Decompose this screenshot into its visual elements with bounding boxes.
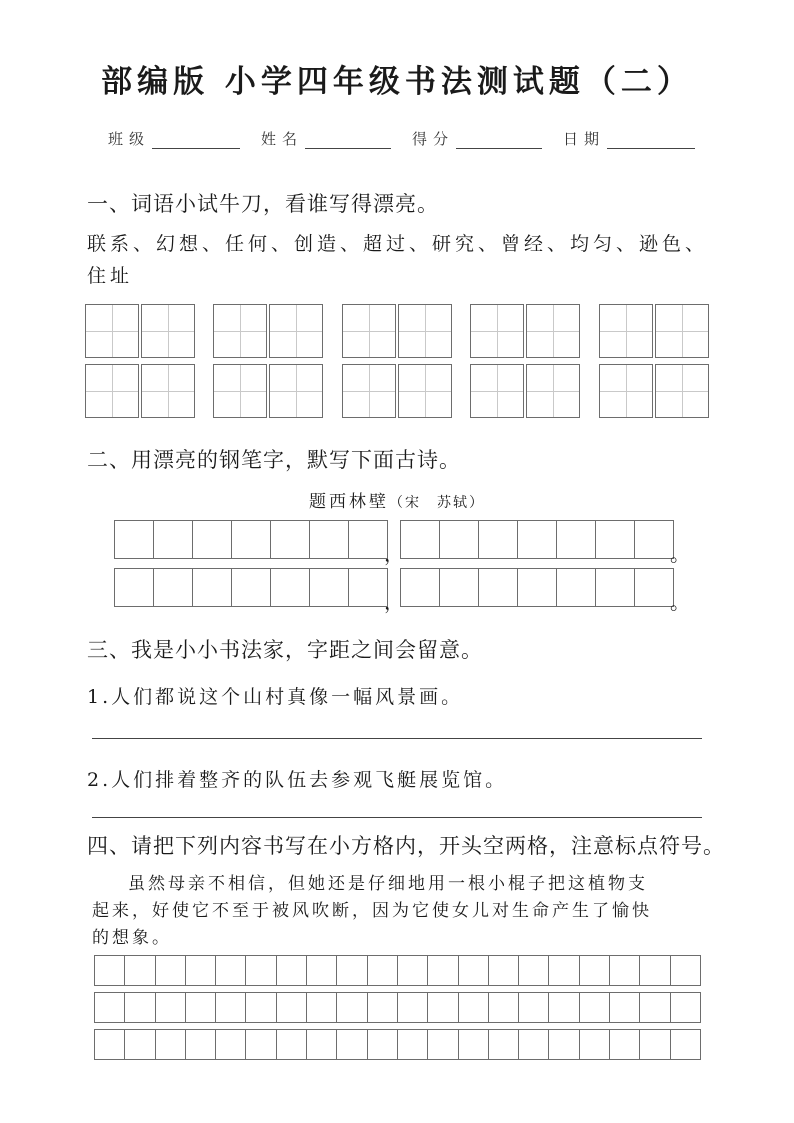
section4-heading: 四、请把下列内容书写在小方格内，开头空两格，注意标点符号。	[87, 834, 725, 858]
score-blank[interactable]	[456, 132, 542, 149]
section2-heading: 二、用漂亮的钢笔字，默写下面古诗。	[87, 448, 461, 472]
poem-title: 题西林壁	[309, 492, 389, 512]
tianzige-cell[interactable]	[342, 364, 396, 418]
class-label: 班级	[108, 130, 151, 148]
words-line-1: 联系、幻想、任何、创造、超过、研究、曾经、均匀、逊色、	[87, 233, 709, 255]
passage	[92, 871, 732, 952]
poem-comma-2: ，	[384, 590, 404, 614]
tianzige-cell[interactable]	[470, 304, 524, 358]
name-label: 姓名	[261, 130, 304, 148]
tianzige-cell[interactable]	[269, 364, 323, 418]
words-line-2: 住址	[87, 265, 134, 287]
tianzige-cell[interactable]	[85, 364, 139, 418]
date-field[interactable]	[563, 128, 695, 149]
poem-line-2b[interactable]	[400, 568, 674, 607]
poem-period-1: 。	[670, 542, 690, 566]
poem-period-2: 。	[670, 590, 690, 614]
tianzige-cell[interactable]	[141, 304, 195, 358]
tianzige-cell[interactable]	[655, 364, 709, 418]
poem-line-1b[interactable]	[400, 520, 674, 559]
tianzige-cell[interactable]	[85, 304, 139, 358]
tianzige-cell[interactable]	[213, 304, 267, 358]
poem-comma-1: ，	[384, 542, 404, 566]
tianzige-cell[interactable]	[342, 304, 396, 358]
tianzige-cell[interactable]	[470, 364, 524, 418]
name-field[interactable]	[261, 128, 391, 149]
date-label: 日期	[563, 130, 606, 148]
date-blank[interactable]	[607, 132, 695, 149]
sentence-2: 2.人们排着整齐的队伍去参观飞艇展览馆。	[87, 769, 508, 791]
square-row-1[interactable]	[94, 955, 701, 986]
score-label: 得分	[412, 130, 455, 148]
page-title: 部编版 小学四年级书法测试题（二）	[101, 64, 693, 100]
tianzige-cell[interactable]	[655, 304, 709, 358]
student-info-row	[0, 128, 794, 152]
score-field[interactable]	[412, 128, 542, 149]
passage-line-1: 虽然母亲不相信，但她还是仔细地用一根小棍子把这植物支	[128, 874, 648, 894]
section3-heading: 三、我是小小书法家，字距之间会留意。	[87, 638, 483, 662]
tianzige-cell[interactable]	[269, 304, 323, 358]
square-row-3[interactable]	[94, 1029, 701, 1060]
tianzige-cell[interactable]	[599, 304, 653, 358]
poem-author: （宋 苏轼）	[389, 495, 485, 511]
poem-title-line	[0, 487, 794, 512]
passage-line-2: 起来，好使它不至于被风吹断，因为它使女儿对生命产生了愉快	[92, 901, 652, 921]
class-field[interactable]	[108, 128, 240, 149]
square-row-2[interactable]	[94, 992, 701, 1023]
class-blank[interactable]	[152, 132, 240, 149]
tianzige-cell[interactable]	[141, 364, 195, 418]
poem-line-1a[interactable]	[114, 520, 388, 559]
section1-heading: 一、词语小试牛刀，看谁写得漂亮。	[87, 192, 439, 216]
sentence-1: 1.人们都说这个山村真像一幅风景画。	[87, 686, 464, 708]
tianzige-cell[interactable]	[213, 364, 267, 418]
tianzige-cell[interactable]	[599, 364, 653, 418]
section1-words	[87, 228, 727, 292]
tianzige-cell[interactable]	[526, 364, 580, 418]
writing-line-2[interactable]	[92, 817, 702, 818]
tianzige-cell[interactable]	[398, 304, 452, 358]
tianzige-cell[interactable]	[398, 364, 452, 418]
writing-line-1[interactable]	[92, 738, 702, 739]
poem-line-2a[interactable]	[114, 568, 388, 607]
name-blank[interactable]	[305, 132, 391, 149]
passage-line-3: 的想象。	[92, 928, 172, 948]
tianzige-cell[interactable]	[526, 304, 580, 358]
